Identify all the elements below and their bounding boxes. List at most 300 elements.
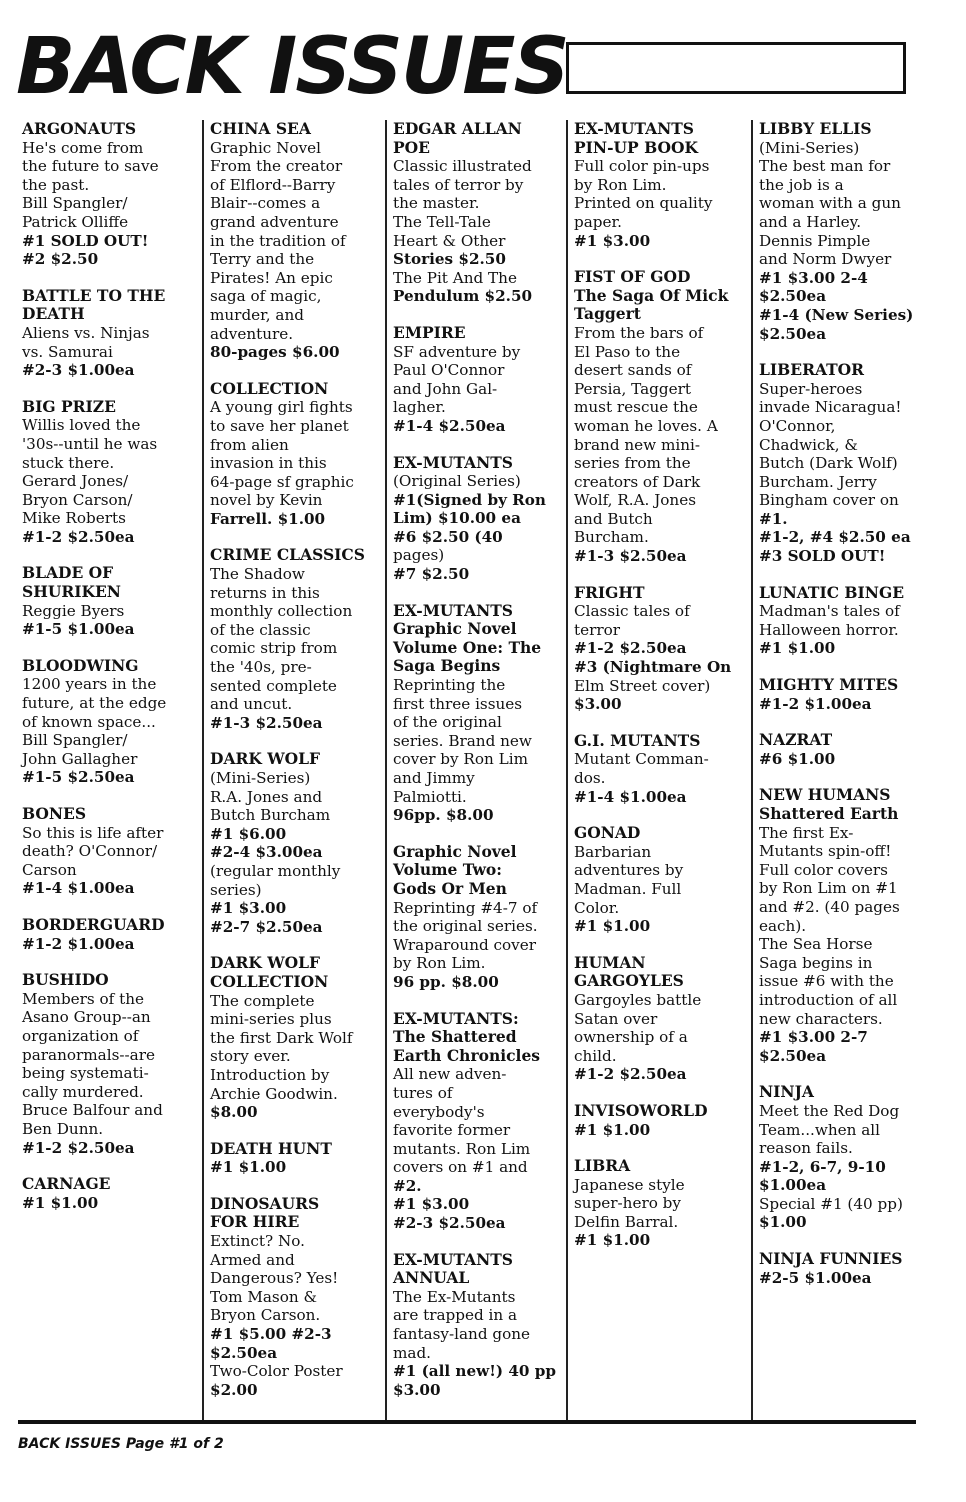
entry-title: LIBRA [574, 1156, 631, 1176]
entry-text-line: Tom Mason & [210, 1287, 317, 1306]
entry-text-line: Armed and [210, 1250, 295, 1269]
entry-title: LIBBY ELLIS [759, 119, 872, 138]
entry-text-line: $2.50ea [759, 1046, 827, 1065]
entry-text-line: pages) [393, 546, 445, 565]
entry-text-line: adventure. [210, 324, 294, 343]
entry-text-line: He's come from [22, 138, 144, 157]
entry-text-line: (regular monthly [210, 861, 341, 880]
entry-text-line: brand new mini- [574, 435, 700, 454]
entry-text-line: the future to save [22, 157, 159, 176]
entry-text-line: mini-series plus [210, 1010, 332, 1029]
entry-text-line: tures of [393, 1083, 453, 1102]
catalog-entry [574, 120, 749, 250]
entry-subtitle: POE [393, 137, 430, 157]
entry-text-line: Printed on quality [574, 194, 713, 213]
entry-text-line: Extinct? No. [210, 1232, 305, 1251]
entry-text-line: returns in this [210, 583, 320, 602]
entry-subtitle: FOR HIRE [210, 1212, 300, 1232]
entry-text-line: organization of [22, 1026, 139, 1045]
entry-text-line: and #2. (40 pages [759, 897, 900, 916]
entry-text-line: to save her planet [210, 416, 349, 435]
catalog-entry [22, 805, 200, 898]
entry-text-line: paper. [574, 212, 622, 231]
entry-text-line: #1 $1.00 [574, 1231, 651, 1250]
entry-text-line: (Original Series) [393, 472, 521, 491]
entry-subtitle: COLLECTION [210, 971, 329, 991]
catalog-entry [210, 750, 383, 936]
entry-title: GONAD [574, 823, 641, 843]
entry-text-line: #1 $3.00 [210, 899, 287, 918]
entry-text-line: Full color covers [759, 860, 888, 879]
entry-title: NINJA [759, 1082, 814, 1102]
entry-text-line: paranormals--are [22, 1045, 155, 1064]
entry-text-line: $1.00ea [759, 1176, 827, 1195]
catalog-entry [22, 120, 200, 269]
entry-text-line: everybody's [393, 1102, 485, 1121]
entry-text-line: sented complete [210, 676, 337, 695]
entry-text-line: Ben Dunn. [22, 1119, 104, 1138]
entry-text-line: The Ex-Mutants [393, 1287, 516, 1306]
entry-text-line: Gerard Jones/ [22, 472, 129, 491]
entry-text-line: #1 $5.00 #2-3 [210, 1325, 332, 1344]
entry-text-line: Mutants spin-off! [759, 842, 892, 861]
entry-text-line: are trapped in a [393, 1306, 518, 1325]
entry-text-line: O'Connor, [759, 416, 836, 435]
entry-text-line: Archie Goodwin. [210, 1084, 338, 1103]
entry-text-line: Color. [574, 898, 620, 917]
entry-text-line: from alien [210, 435, 289, 454]
entry-text-line: #1. [759, 509, 788, 528]
catalog-entry [393, 843, 564, 992]
entry-text-line: #1 $3.00 [393, 1195, 470, 1214]
entry-text-line: #1 (all new!) 40 pp [393, 1362, 557, 1381]
entry-subtitle: DEATH [22, 304, 85, 324]
catalog-column [202, 120, 385, 1420]
catalog-entry [22, 916, 200, 953]
title-blank-box [566, 42, 906, 94]
catalog-entry [393, 1251, 564, 1400]
entry-text-line: and John Gal- [393, 379, 498, 398]
entry-text-line: Halloween horror. [759, 620, 899, 639]
entry-text-line: Burcham. [574, 528, 649, 547]
catalog-entry [210, 954, 383, 1121]
catalog-entry [574, 1102, 749, 1139]
entry-title: DINOSAURS [210, 1193, 320, 1213]
entry-subtitle: Saga Begins [393, 656, 501, 676]
entry-text-line: each). [759, 916, 807, 935]
entry-text-line: #2-3 $2.50ea [393, 1214, 506, 1233]
catalog-column [751, 120, 944, 1420]
entry-text-line: The Sea Horse [759, 935, 873, 954]
catalog-entry [22, 657, 200, 787]
entry-text-line: creators of Dark [574, 472, 701, 491]
entry-text-line: 1200 years in the [22, 675, 157, 694]
entry-title: INVISOWORLD [574, 1100, 708, 1120]
entry-title: FIST OF GOD [574, 267, 691, 287]
entry-subtitle: SHURIKEN [22, 582, 121, 602]
catalog-entry [393, 602, 564, 825]
entry-subtitle: The Saga Of Mick [574, 285, 729, 305]
entry-text-line: Paul O'Connor [393, 361, 505, 380]
entry-text-line: saga of magic, [210, 287, 322, 306]
entry-text-line: being systemati- [22, 1064, 149, 1083]
entry-title: EX-MUTANTS [393, 1249, 514, 1269]
entry-text-line: The best man for [759, 157, 891, 176]
entry-text-line: #1-2, #4 $2.50 ea [759, 528, 911, 547]
entry-subtitle: Taggert [574, 304, 641, 324]
entry-text-line: 96 pp. $8.00 [393, 972, 499, 991]
entry-text-line: John Gallagher [22, 749, 138, 768]
entry-text-line: Pirates! An epic [210, 268, 333, 287]
entry-text-line: All new adven- [393, 1065, 507, 1084]
entry-text-line: #2-4 $3.00ea [210, 843, 323, 862]
entry-title: CARNAGE [22, 1174, 111, 1194]
entry-text-line: mad. [393, 1343, 432, 1362]
entry-text-line: the '40s, pre- [210, 658, 312, 677]
entry-text-line: woman with a gun [759, 194, 901, 213]
entry-text-line: #1-5 $1.00ea [22, 620, 135, 639]
entry-text-line: and Jimmy [393, 769, 475, 787]
entry-text-line: The Shadow [210, 565, 305, 584]
entry-text-line: The Tell-Tale [393, 212, 491, 231]
entry-title: EX-MUTANTS [393, 452, 514, 472]
entry-title: G.I. MUTANTS [574, 730, 701, 750]
entry-title: NEW HUMANS [759, 785, 891, 805]
entry-text-line: #7 $2.50 [393, 565, 470, 584]
entry-text-line: woman he loves. A [574, 416, 718, 435]
entry-text-line: Terry and the [210, 250, 315, 269]
entry-text-line: #1 $3.00 2-7 [759, 1028, 868, 1047]
entry-text-line: Patrick Olliffe [22, 212, 129, 231]
entry-text-line: $2.00 [210, 1380, 258, 1399]
entry-text-line: vs. Samurai [22, 342, 113, 361]
entry-text-line: $8.00 [210, 1103, 258, 1122]
entry-text-line: reason fails. [759, 1139, 853, 1158]
entry-text-line: Bill Spangler/ [22, 731, 128, 750]
entry-title: EX-MUTANTS [574, 119, 695, 138]
entry-text-line: the first Dark Wolf [210, 1028, 353, 1047]
entry-text-line: From the creator [210, 157, 343, 176]
catalog-entry [22, 398, 200, 547]
entry-text-line: So this is life after [22, 823, 164, 842]
entry-title: BUSHIDO [22, 970, 109, 990]
entry-text-line: #2. [393, 1176, 422, 1195]
entry-text-line: #2-5 $1.00ea [759, 1268, 872, 1287]
entry-subtitle: Gods Or Men [393, 878, 507, 898]
catalog-entry [574, 584, 749, 714]
entry-text-line: Delfin Barral. [574, 1212, 679, 1231]
entry-text-line: Team...when all [759, 1120, 881, 1139]
entry-text-line: novel by Kevin [210, 491, 323, 510]
entry-text-line: Madman's tales of [759, 602, 900, 621]
entry-text-line: Saga begins in [759, 953, 873, 972]
entry-text-line: Barbarian [574, 842, 652, 861]
entry-text-line: #1-2 $1.00ea [22, 934, 135, 953]
entry-title: CHINA SEA [210, 119, 311, 138]
entry-subtitle: PIN-UP BOOK [574, 137, 698, 157]
entry-text-line: Chadwick, & [759, 435, 858, 454]
entry-text-line: Reprinting #4-7 of [393, 898, 538, 917]
entry-title: DARK WOLF [210, 953, 321, 973]
entry-text-line: series from the [574, 454, 691, 473]
entry-text-line: of the original [393, 713, 502, 732]
entry-text-line: #1-5 $2.50ea [22, 768, 135, 787]
entry-title: EX-MUTANTS [393, 600, 514, 620]
entry-text-line: Super-heroes [759, 379, 863, 398]
entry-text-line: Two-Color Poster [210, 1362, 343, 1381]
entry-text-line: terror [574, 620, 621, 639]
entry-subtitle: Shattered Earth [759, 804, 899, 823]
catalog-entry [759, 120, 942, 343]
entry-text-line: #1 $3.00 [574, 231, 651, 250]
entry-text-line: adventures by [574, 861, 684, 880]
catalog-entry [759, 361, 942, 566]
entry-text-line: The first Ex- [759, 823, 854, 842]
entry-text-line: desert sands of [574, 361, 692, 380]
entry-text-line: Gargoyles battle [574, 990, 702, 1009]
entry-text-line: in the tradition of [210, 231, 346, 250]
entry-text-line: Pendulum $2.50 [393, 287, 533, 306]
entry-text-line: #1 SOLD OUT! [22, 231, 149, 250]
entry-text-line: '30s--until he was [22, 434, 158, 453]
entry-text-line: the past. [22, 175, 90, 194]
entry-title: BIG PRIZE [22, 396, 116, 416]
catalog-column [18, 120, 202, 1420]
entry-text-line: #1-2 $2.50ea [574, 1065, 687, 1084]
entry-text-line: A young girl fights [210, 398, 353, 417]
entry-text-line: $2.50ea [759, 287, 827, 306]
entry-text-line: tales of terror by [393, 175, 524, 194]
entry-text-line: Wraparound cover [393, 935, 537, 954]
entry-text-line: #3 (Nightmare On [574, 658, 732, 677]
entry-text-line: #1-2, 6-7, 9-10 [759, 1157, 886, 1176]
entry-text-line: #3 SOLD OUT! [759, 547, 886, 566]
entry-text-line: R.A. Jones and [210, 787, 323, 806]
entry-title: Graphic Novel [393, 841, 517, 861]
entry-text-line: SF adventure by [393, 342, 521, 361]
entry-text-line: series. Brand new [393, 731, 532, 750]
entry-title: HUMAN [574, 952, 646, 972]
entry-text-line: the original series. [393, 917, 538, 936]
entry-text-line: death? O'Connor/ [22, 842, 158, 861]
entry-text-line: $2.50ea [210, 1343, 278, 1362]
catalog-entry [210, 546, 383, 732]
entry-text-line: covers on #1 and [393, 1158, 528, 1177]
entry-text-line: $2.50ea [759, 324, 827, 343]
entry-subtitle: Volume Two: [393, 860, 502, 880]
entry-text-line: future, at the edge [22, 694, 167, 713]
entry-text-line: Carson [22, 860, 77, 879]
entry-text-line: Dangerous? Yes! [210, 1269, 339, 1288]
entry-text-line: #1-2 $2.50ea [574, 639, 687, 658]
entry-title: LIBERATOR [759, 360, 865, 380]
entry-text-line: and uncut. [210, 695, 293, 714]
entry-text-line: Butch Burcham [210, 806, 331, 825]
catalog-entry [393, 454, 564, 584]
entry-text-line: El Paso to the [574, 342, 681, 361]
entry-text-line: #6 $1.00 [759, 749, 836, 768]
entry-title: FRIGHT [574, 582, 645, 602]
entry-text-line: (Mini-Series) [210, 769, 311, 787]
entry-text-line: #1-4 $1.00ea [574, 787, 687, 806]
entry-text-line: grand adventure [210, 212, 339, 231]
entry-text-line: Butch (Dark Wolf) [759, 454, 898, 473]
entry-text-line: Bingham cover on [759, 491, 899, 510]
entry-text-line: by Ron Lim. [574, 175, 667, 194]
entry-text-line: Lim) $10.00 ea [393, 509, 521, 528]
entry-text-line: 96pp. $8.00 [393, 806, 494, 825]
entry-text-line: fantasy-land gone [393, 1325, 530, 1344]
entry-text-line: by Ron Lim. [393, 954, 486, 973]
entry-title: DEATH HUNT [210, 1138, 332, 1158]
entry-text-line: by Ron Lim on #1 [759, 879, 898, 898]
entry-text-line: Wolf, R.A. Jones [574, 491, 696, 510]
entry-text-line: monthly collection [210, 602, 353, 621]
catalog-entry [759, 584, 942, 658]
entry-text-line: #6 $2.50 (40 [393, 527, 503, 546]
page-title: BACK ISSUES [16, 22, 568, 112]
entry-text-line: The complete [210, 991, 315, 1010]
entry-text-line: Special #1 (40 pp) [759, 1194, 903, 1213]
entry-text-line: of Elflord--Barry [210, 175, 336, 194]
entry-title: MIGHTY MITES [759, 675, 899, 695]
catalog-entry [393, 324, 564, 436]
entry-text-line: favorite former [393, 1121, 511, 1140]
entry-text-line: child. [574, 1046, 617, 1065]
entry-text-line: #1 $1.00 [759, 639, 836, 658]
entry-text-line: must rescue the [574, 398, 698, 417]
entry-text-line: stuck there. [22, 453, 115, 472]
entry-text-line: The Pit And The [393, 268, 517, 287]
entry-text-line: the master. [393, 194, 480, 213]
entry-text-line: #2-3 $1.00ea [22, 361, 135, 380]
entry-text-line: invade Nicaragua! [759, 398, 902, 417]
entry-text-line: series) [210, 880, 262, 899]
catalog-entry [574, 732, 749, 806]
catalog-entry [759, 731, 942, 768]
entry-title: BLOODWING [22, 655, 139, 675]
entry-text-line: $1.00 [759, 1213, 807, 1232]
entry-title: NAZRAT [759, 730, 833, 750]
catalog-entry [22, 287, 200, 380]
entry-title: ARGONAUTS [22, 119, 137, 138]
entry-text-line: Bruce Balfour and [22, 1101, 163, 1120]
entry-title: COLLECTION [210, 378, 329, 398]
catalog-entry [393, 120, 564, 306]
catalog-entry [759, 1250, 942, 1287]
entry-title: EDGAR ALLAN [393, 119, 522, 138]
catalog-entry [210, 1140, 383, 1177]
entry-text-line: dos. [574, 769, 606, 787]
entry-text-line: story ever. [210, 1047, 291, 1066]
entry-subtitle: Graphic Novel [393, 619, 517, 639]
entry-text-line: Mutant Comman- [574, 750, 709, 769]
entry-text-line: of the classic [210, 620, 311, 639]
entry-title: EX-MUTANTS: [393, 1008, 519, 1028]
entry-text-line: #2 $2.50 [22, 250, 99, 269]
entry-subtitle: Volume One: The [393, 637, 542, 657]
entry-subtitle: GARGOYLES [574, 971, 684, 991]
entry-text-line: Bryon Carson. [210, 1306, 321, 1325]
entry-text-line: cally murdered. [22, 1082, 144, 1101]
entry-text-line: Blair--comes a [210, 194, 321, 213]
catalog-column [385, 120, 566, 1420]
entry-text-line: #1-2 $1.00ea [759, 694, 872, 713]
catalog-entry [210, 120, 383, 362]
entry-title: EMPIRE [393, 322, 466, 342]
entry-text-line: #1-4 (New Series) [759, 305, 914, 324]
catalog-column [566, 120, 751, 1420]
entry-title: DARK WOLF [210, 749, 321, 769]
entry-text-line: new characters. [759, 1009, 883, 1028]
entry-text-line: Meet the Red Dog [759, 1101, 900, 1120]
entry-text-line: #1 $1.00 [574, 1120, 651, 1139]
entry-text-line: ownership of a [574, 1028, 688, 1047]
entry-text-line: 64-page sf graphic [210, 472, 354, 491]
entry-text-line: murder, and [210, 305, 304, 324]
catalog-entry [759, 786, 942, 1065]
entry-text-line: introduction of all [759, 990, 898, 1009]
entry-text-line: and a Harley. [759, 212, 862, 231]
entry-text-line: #1-2 $2.50ea [22, 1138, 135, 1157]
entry-text-line: mutants. Ron Lim [393, 1139, 531, 1158]
entry-text-line: #1 $1.00 [210, 1158, 287, 1177]
entry-text-line: Willis loved the [22, 416, 141, 435]
entry-title: BORDERGUARD [22, 914, 165, 934]
entry-title: NINJA FUNNIES [759, 1249, 903, 1269]
entry-text-line: (Mini-Series) [759, 138, 860, 157]
entry-text-line: #1-3 $2.50ea [574, 547, 687, 566]
catalog-columns [18, 120, 948, 1420]
entry-text-line: #1-4 $1.00ea [22, 879, 135, 898]
entry-title: CRIME CLASSICS [210, 545, 365, 565]
entry-text-line: Full color pin-ups [574, 157, 710, 176]
entry-text-line: #1-4 $2.50ea [393, 416, 506, 435]
entry-text-line: Burcham. Jerry [759, 472, 877, 491]
entry-text-line: #1(Signed by Ron [393, 490, 546, 509]
entry-subtitle: The Shattered [393, 1027, 517, 1047]
entry-text-line: Mike Roberts [22, 509, 126, 528]
catalog-entry [22, 564, 200, 638]
catalog-entry [22, 1175, 200, 1212]
footer-page-label: BACK ISSUES Page #1 of 2 [18, 1436, 224, 1452]
entry-text-line: Madman. Full [574, 879, 682, 898]
entry-text-line: super-hero by [574, 1194, 681, 1213]
catalog-entry [574, 954, 749, 1084]
entry-text-line: #1-3 $2.50ea [210, 713, 323, 732]
catalog-entry [22, 971, 200, 1157]
entry-text-line: Stories $2.50 [393, 250, 506, 269]
bottom-divider [18, 1420, 916, 1424]
entry-text-line: Persia, Taggert [574, 379, 691, 398]
entry-text-line: $3.00 [393, 1380, 441, 1399]
entry-text-line: Reprinting the [393, 676, 506, 695]
entry-subtitle: Earth Chronicles [393, 1045, 541, 1065]
entry-text-line: #1 $3.00 2-4 [759, 268, 868, 287]
entry-text-line: Introduction by [210, 1065, 330, 1084]
catalog-entry [210, 380, 383, 529]
entry-text-line: Asano Group--an [22, 1008, 151, 1027]
entry-text-line: cover by Ron Lim [393, 750, 528, 769]
entry-title: BATTLE TO THE [22, 285, 166, 305]
catalog-entry [574, 1157, 749, 1250]
catalog-entry [759, 676, 942, 713]
entry-text-line: Dennis Pimple [759, 231, 871, 250]
catalog-entry [393, 1010, 564, 1233]
entry-text-line: $3.00 [574, 695, 622, 714]
entry-text-line: Palmiotti. [393, 787, 467, 806]
entry-text-line: and Butch [574, 509, 653, 528]
